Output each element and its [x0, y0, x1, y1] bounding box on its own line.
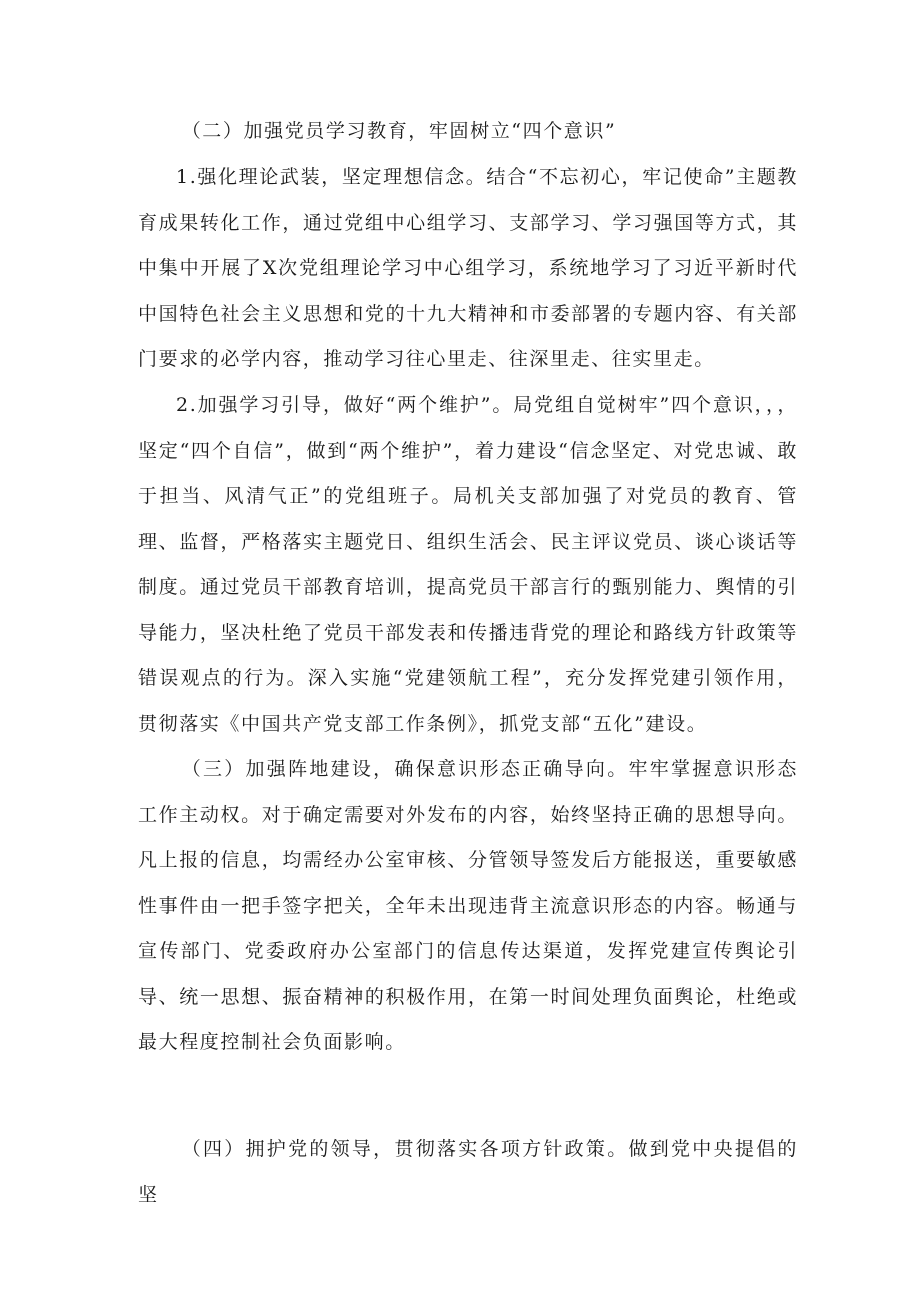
- paragraph-position-building: （三）加强阵地建设，确保意识形态正确导向。牢牢掌握意识形态工作主动权。对于确定需要对外发布的内容，始终坚持正确的思想导向。凡上报的信息，均需经办公室审核、分管领导签发后方能报送，重要敏感性事件由一把手签字把关，全年未出现违背主流意识形态的内容。畅通与宣传部门、党委政府办公室部门的信息传达渠道，发挥党建宣传舆论引导、统一思想、振奋精神的积极作用，在第一时间处理负面舆论，杜绝或最大程度控制社会负面影响。: [138, 758, 798, 1053]
- paragraph-theory-study: 1.强化理论武装，坚定理想信念。结合“不忘初心，牢记使命”主题教育成果转化工作，通过党组中心组学习、支部学习、学习强国等方式，其中集中开展了X次党组理论学习中心组学习，系统地学习了习近平新时代中国特色社会主义思想和党的十九大精神和市委部署的专题内容、有关部门要求的必学内容，推动学习往心里走、往深里走、往实里走。: [138, 166, 798, 370]
- paragraph-party-leadership: （四）拥护党的领导，贯彻落实各项方针政策。做到党中央提倡的坚: [138, 1138, 798, 1206]
- paragraph-study-guidance: 2.加强学习引导，做好“两个维护”。局党组自觉树牢”四个意识，，，坚定“四个自信”，做到“两个维护”，着力建设“信念坚定、对党忠诚、敢于担当、风清气正”的党组班子。局机关支部加强了对党员的教育、管理、监督，严格落实主题党日、组织生活会、民主评议党员、谈心谈话等制度。通过党员干部教育培训，提高党员干部言行的甄别能力、舆情的引导能力，坚决杜绝了党员干部发表和传播违背党的理论和路线方针政策等错误观点的行为。深入实施“党建领航工程”，充分发挥党建引领作用，贯彻落实《中国共产党支部工作条例》，抓党支部“五化”建设。: [138, 394, 798, 735]
- section-heading-two: （二）加强党员学习教育，牢固树立“四个意识”: [181, 120, 617, 142]
